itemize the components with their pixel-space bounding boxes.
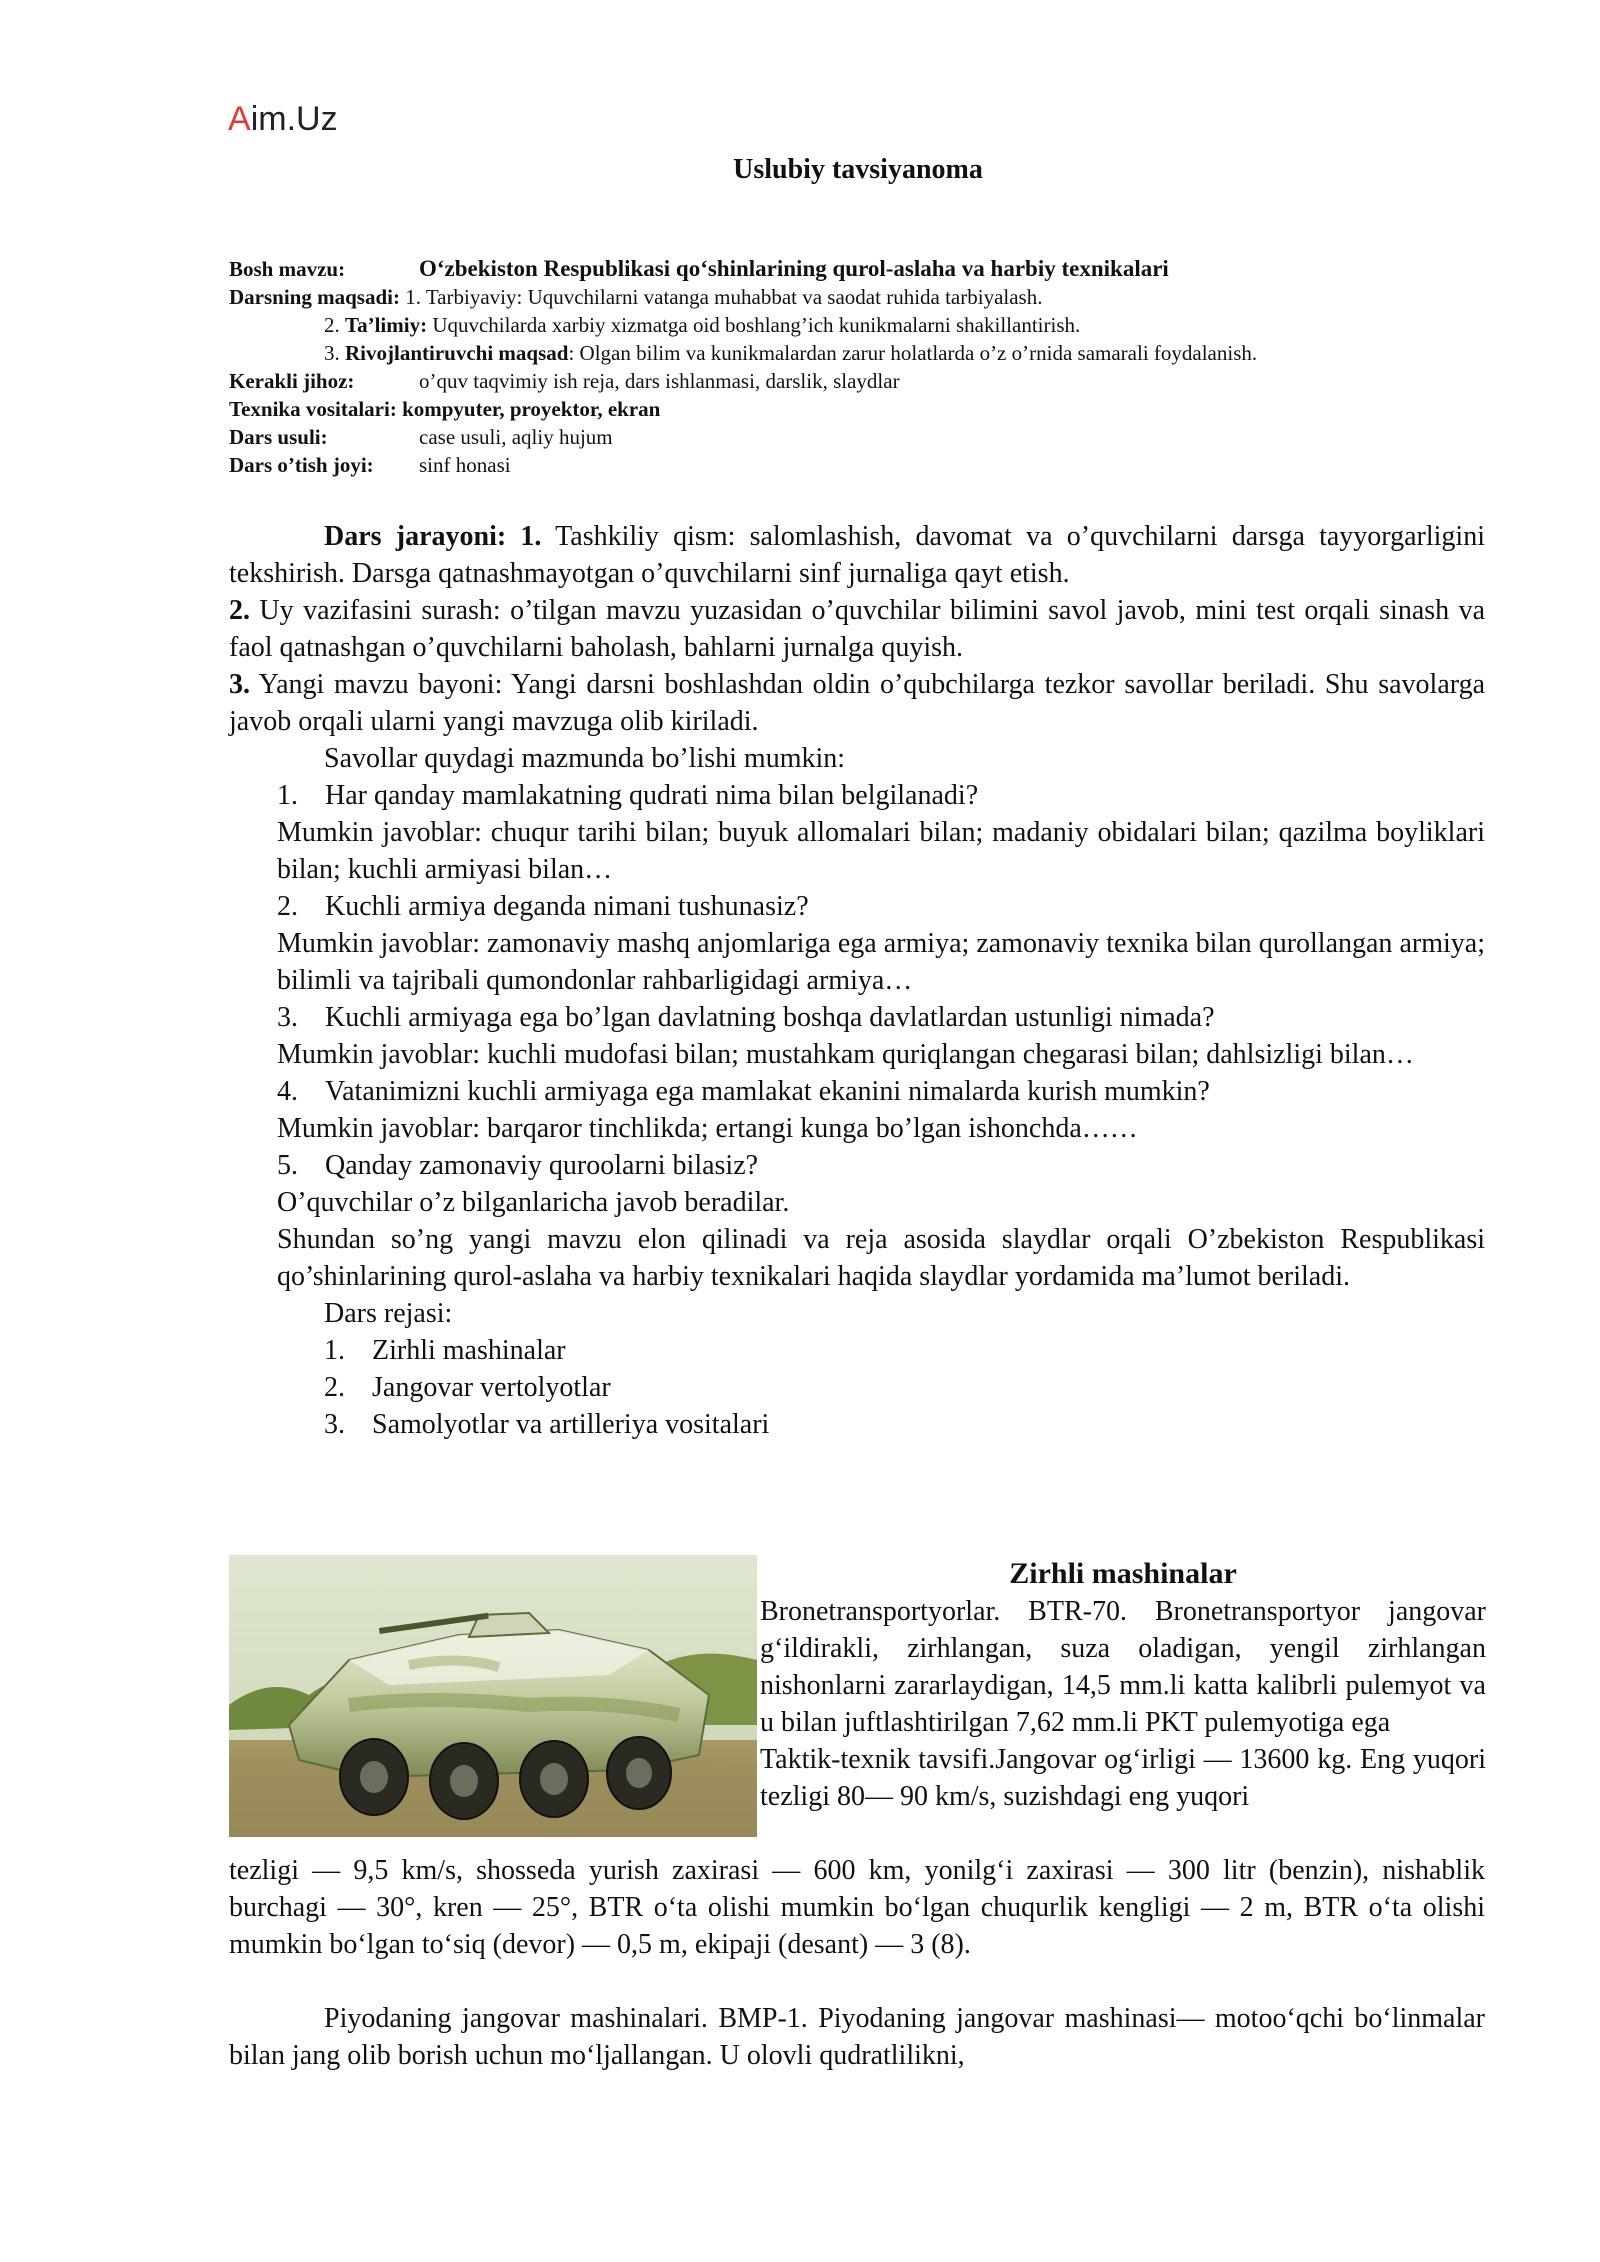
goal-label: Darsning maqsadi: (229, 285, 400, 309)
tech-label: Texnika vositalari: kompyuter, proyektor, ekran (229, 397, 661, 421)
btr-70-photo (229, 1555, 757, 1837)
question-5 (229, 1147, 1485, 1184)
goal-3-text: : Olgan bilim va kunikmalardan zarur holatlarda o’z o’rnida samarali foydalanish. (568, 341, 1258, 365)
question-1 (229, 777, 1485, 814)
plan-item (229, 1406, 1485, 1443)
question-3 (229, 999, 1485, 1036)
question-2-num: 2. (277, 891, 298, 922)
plan-item (229, 1369, 1485, 1406)
section-title: Zirhli mashinalar (1009, 1557, 1237, 1590)
question-3-num: 3. (277, 1002, 298, 1033)
meta-tech (229, 395, 1489, 423)
meta-goal (229, 283, 1489, 311)
plan-item-num: 1. (324, 1335, 345, 1366)
question-1-num: 1. (277, 780, 298, 811)
meta-main-topic (229, 255, 1489, 283)
answer-2: Mumkin javoblar: zamonaviy mashq anjomlariga ega armiya; zamonaviy texnika bilan qurollangan armiya; bilimli va tajribali qumondonlar rahbarligidagi armiya… (277, 928, 1485, 996)
place-label: Dars o’tish joyi: (229, 453, 374, 477)
new-topic-num: 3. (229, 669, 250, 700)
answer-3: Mumkin javoblar: kuchli mudofasi bilan; mustahkam quriqlangan chegarasi bilan; dahlsizligi bilan… (277, 1039, 1414, 1070)
meta-goal-3 (229, 339, 1489, 367)
main-topic-label: Bosh mavzu: (229, 257, 346, 281)
question-2-text: Kuchli armiya deganda nimani tushunasiz? (325, 891, 809, 922)
main-topic-value: O‘zbekiston Respublikasi qo‘shinlarining qurol-aslaha va harbiy texnikalari (419, 256, 1169, 281)
btr-specs-text: tezligi — 9,5 km/s, shosseda yurish zaxirasi — 600 km, yonilg‘i zaxirasi — 300 litr (benzin), nishablik burchagi — 30°, kren — 25°, BTR o‘ta olishi mumkin bo‘lgan chuqurlik kengligi — 2 m, BTR o‘ta olishi mumkin bo‘lgan to‘siq (devor) — 0,5 m, ekipaji (desant) — 3 (8). (229, 1855, 1485, 1960)
equipment-value: o’quv taqvimiy ish reja, dars ishlanmasi, darslik, slaydlar (419, 369, 900, 393)
page-title: Uslubiy tavsiyanoma (733, 154, 983, 185)
btr-specs-continued (229, 1852, 1485, 1963)
conclusion-paragraph: Shundan so’ng yangi mavzu elon qilinadi va reja asosida slaydlar orqali O’zbekiston Respublikasi qo’shinlarining qurol-aslaha va harbiy texnikalari haqida slaydlar yordamida ma’lumot beriladi. (277, 1224, 1485, 1292)
process-label: Dars jarayoni: 1. (324, 521, 542, 552)
method-value: case usuli, aqliy hujum (419, 425, 613, 449)
bmp-paragraph (229, 2000, 1485, 2074)
meta-place (229, 451, 1489, 479)
meta-method (229, 423, 1489, 451)
plan-title: Dars rejasi: (324, 1298, 453, 1329)
process-paragraph (229, 518, 1485, 592)
btr-description: Bronetransportyorlar. BTR-70. Bronetransportyor jangovar g‘ildirakli, zirhlangan, suza oladigan, yengil zirhlangan nishonlarni zararlaydigan, 14,5 mm.li katta kalibrli pulemyot va u bilan juftlashtirilgan 7,62 mm.li PKT pulemyotiga ega (760, 1596, 1486, 1738)
plan-item (229, 1332, 1485, 1369)
question-5-num: 5. (277, 1150, 298, 1181)
goal-3-label: Rivojlantiruvchi maqsad (345, 341, 569, 365)
question-3-text: Kuchli armiyaga ega bo’lgan davlatning boshqa davlatlardan ustunligi nimada? (325, 1002, 1215, 1033)
answer-4: Mumkin javoblar: barqaror tinchlikda; ertangi kunga bo’lgan ishonchda…… (277, 1113, 1138, 1144)
questions-intro: Savollar quydagi mazmunda bo’lishi mumkin: (324, 743, 846, 774)
btr-specs-start: Taktik-texnik tavsifi.Jangovar og‘irligi — 13600 kg. Eng yuqori tezligi 80— 90 km/s, suzishdagi eng yuqori (760, 1744, 1486, 1812)
question-4 (229, 1073, 1485, 1110)
logo-accent-letter: A (228, 100, 251, 138)
question-4-text: Vatanimizni kuchli armiyaga ega mamlakat ekanini nimalarda kurish mumkin? (325, 1076, 1210, 1107)
homework-text: Uy vazifasini surash: o’tilgan mavzu yuzasidan o’quvchilar bilimini savol javob, mini test orqali sinash va faol qatnashgan o’quvchilarni baholash, bahlarni jurnalga quyish. (229, 595, 1485, 663)
plan-item-num: 2. (324, 1372, 345, 1403)
btr-text-wrapped (760, 1593, 1486, 1815)
question-4-num: 4. (277, 1076, 298, 1107)
goal-2-label: Ta’limiy: (345, 313, 428, 337)
goal-2-num: 2. (324, 313, 345, 337)
lesson-meta (229, 255, 1489, 479)
plan-item-text: Samolyotlar va artilleriya vositalari (372, 1409, 770, 1440)
new-topic-paragraph (229, 666, 1485, 740)
homework-paragraph (229, 592, 1485, 666)
new-topic-text: Yangi mavzu bayoni: Yangi darsni boshlashdan oldin o’qubchilarga tezkor savollar beriladi. Shu savolarga javob orqali ularni yangi mavzuga olib kiriladi. (229, 669, 1485, 737)
logo-text: im.Uz (250, 100, 338, 138)
goal-3-num: 3. (324, 341, 345, 365)
bmp-text: Piyodaning jangovar mashinalari. BMP-1. Piyodaning jangovar mashinasi— motoo‘qchi bo‘linmalar bilan jang olib borish uchun mo‘ljallangan. U olovli qudratlilikni, (229, 2003, 1485, 2071)
goal-1: 1. Tarbiyaviy: Uquvchilarni vatanga muhabbat va saodat ruhida tarbiyalash. (405, 285, 1043, 309)
plan-item-text: Zirhli mashinalar (372, 1335, 566, 1366)
plan-item-text: Jangovar vertolyotlar (372, 1372, 611, 1403)
homework-num: 2. (229, 595, 250, 626)
equipment-label: Kerakli jihoz: (229, 369, 355, 393)
meta-equipment (229, 367, 1489, 395)
process-text: Tashkiliy qism: salomlashish, davomat va o’quvchilarni darsga tayyorgarligini tekshirish. Darsga qatnashmayotgan o’quvchilarni sinf jurnaliga qayt etish. (229, 521, 1485, 589)
lesson-body (229, 518, 1485, 1443)
meta-goal-2 (229, 311, 1489, 339)
goal-2-text: Uquvchilarda xarbiy xizmatga oid boshlang’ich kunikmalarni shakillantirish. (427, 313, 1081, 337)
place-value: sinf honasi (419, 453, 511, 477)
question-2 (229, 888, 1485, 925)
plan-item-num: 3. (324, 1409, 345, 1440)
answer-5: O’quvchilar o’z bilganlaricha javob beradilar. (277, 1187, 790, 1218)
question-5-text: Qanday zamonaviy quroolarni bilasiz? (325, 1150, 759, 1181)
site-logo (228, 100, 338, 139)
method-label: Dars usuli: (229, 425, 328, 449)
answer-1: Mumkin javoblar: chuqur tarihi bilan; buyuk allomalari bilan; madaniy obidalari bilan; qazilma boyliklari bilan; kuchli armiyasi bilan… (277, 817, 1485, 885)
question-1-text: Har qanday mamlakatning qudrati nima bilan belgilanadi? (325, 780, 979, 811)
